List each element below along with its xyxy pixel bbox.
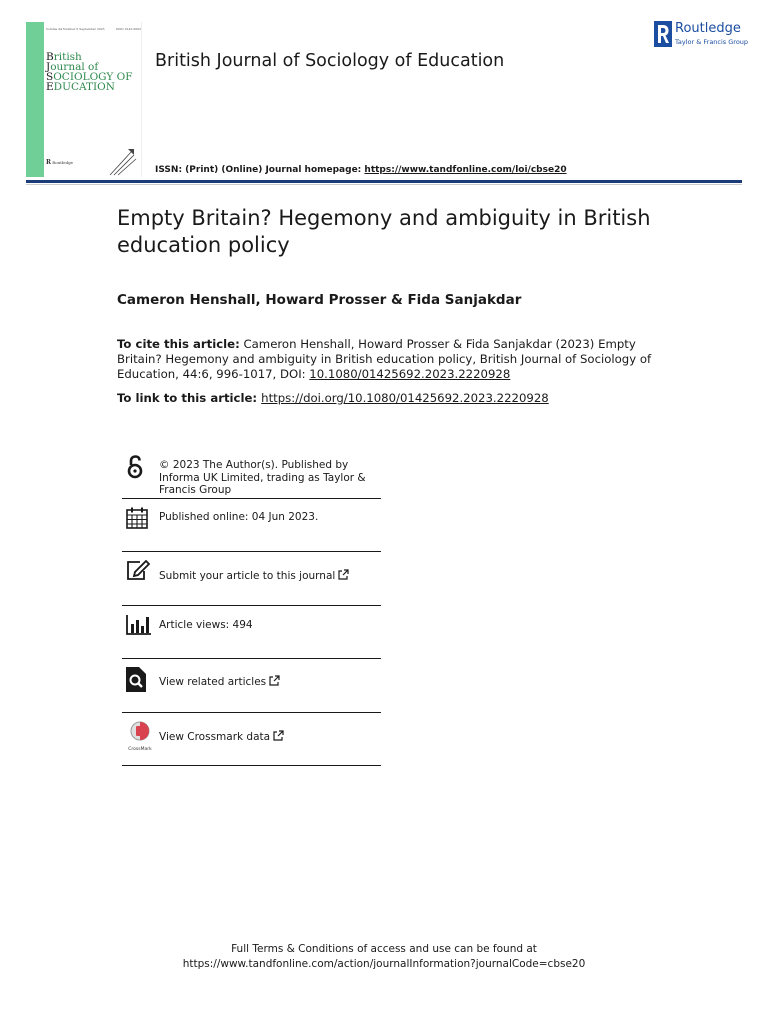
journal-title: British Journal of Sociology of Education — [155, 51, 505, 71]
article-title: Empty Britain? Hegemony and ambiguity in British education policy — [117, 206, 651, 257]
view-related-link[interactable]: View related articles — [159, 675, 280, 689]
cover-publisher-mark: R Routledge — [46, 159, 74, 166]
bar-chart-icon — [126, 615, 152, 635]
cite-label: To cite this article: — [117, 337, 240, 351]
routledge-logo-icon — [654, 21, 672, 47]
cite-text: Cameron Henshall, Howard Prosser & Fida Sanjakdar (2023) Empty Britain? Hegemony and ambiguity in British education policy, British Journal of Sociology of Education, 44:6, 996-1017, DOI: — [117, 337, 652, 381]
submit-article-link[interactable]: Submit your article to this journal — [159, 569, 349, 583]
external-link-icon — [338, 569, 349, 580]
view-crossmark-link[interactable]: View Crossmark data — [159, 730, 284, 744]
list-item-related[interactable] — [122, 659, 381, 713]
link-label: To link to this article: — [117, 391, 262, 405]
article-authors: Cameron Henshall, Howard Prosser & Fida Sanjakdar — [117, 292, 522, 308]
cover-title-line: SOCIOLOGY OF — [46, 71, 133, 83]
publisher-name: Routledge — [675, 21, 741, 36]
terms-url[interactable]: https://www.tandfonline.com/action/journalInformation?journalCode=cbse20 — [182, 958, 586, 970]
header-rule — [26, 180, 742, 183]
issn-line — [155, 165, 567, 175]
citation-block — [117, 337, 662, 382]
terms-text: Full Terms & Conditions of access and use can be found at — [231, 943, 537, 955]
doi-link[interactable]: 10.1080/01425692.2023.2220928 — [309, 367, 511, 381]
terms-footer — [0, 942, 768, 972]
cover-title-line: Journal of — [46, 61, 99, 73]
header-rule-secondary — [26, 184, 742, 185]
cover-volume: Volume 44 Number 6 September 2023 — [46, 27, 105, 31]
cover-issn: ISSN 0142-5692 — [115, 27, 141, 31]
list-item-license — [122, 450, 381, 499]
list-item-submit[interactable] — [122, 552, 381, 606]
journal-cover — [26, 22, 142, 177]
list-item-views — [122, 606, 381, 659]
article-info-list — [122, 450, 381, 766]
list-item-published — [122, 499, 381, 552]
publisher-subtitle: Taylor & Francis Group — [675, 38, 749, 46]
external-link-icon — [273, 730, 284, 741]
article-doi-url-link[interactable]: https://doi.org/10.1080/01425692.2023.2220928 — [261, 391, 549, 405]
calendar-icon — [126, 507, 148, 529]
journal-homepage-link[interactable]: https://www.tandfonline.com/loi/cbse20 — [364, 165, 567, 175]
published-date: Published online: 04 Jun 2023. — [159, 511, 319, 523]
issn-label: ISSN: (Print) (Online) Journal homepage: — [155, 165, 365, 175]
list-item-crossmark[interactable] — [122, 713, 381, 766]
related-articles-icon — [126, 667, 146, 692]
cover-title-line: British — [46, 51, 82, 63]
cover-issue-info — [46, 27, 141, 31]
crossmark-icon: CrossMark — [126, 721, 154, 752]
pen-nib-icon — [106, 145, 138, 177]
cover-title-line: EDUCATION — [46, 81, 115, 93]
cover-stripe — [26, 22, 44, 177]
license-text: © 2023 The Author(s). Published by Informa UK Limited, trading as Taylor & Francis Group — [159, 459, 366, 496]
article-views: Article views: 494 — [159, 619, 253, 631]
external-link-icon — [269, 675, 280, 686]
edit-icon — [126, 560, 150, 580]
cover-title — [46, 52, 141, 92]
open-access-icon — [126, 454, 144, 480]
article-link-line — [117, 391, 549, 405]
